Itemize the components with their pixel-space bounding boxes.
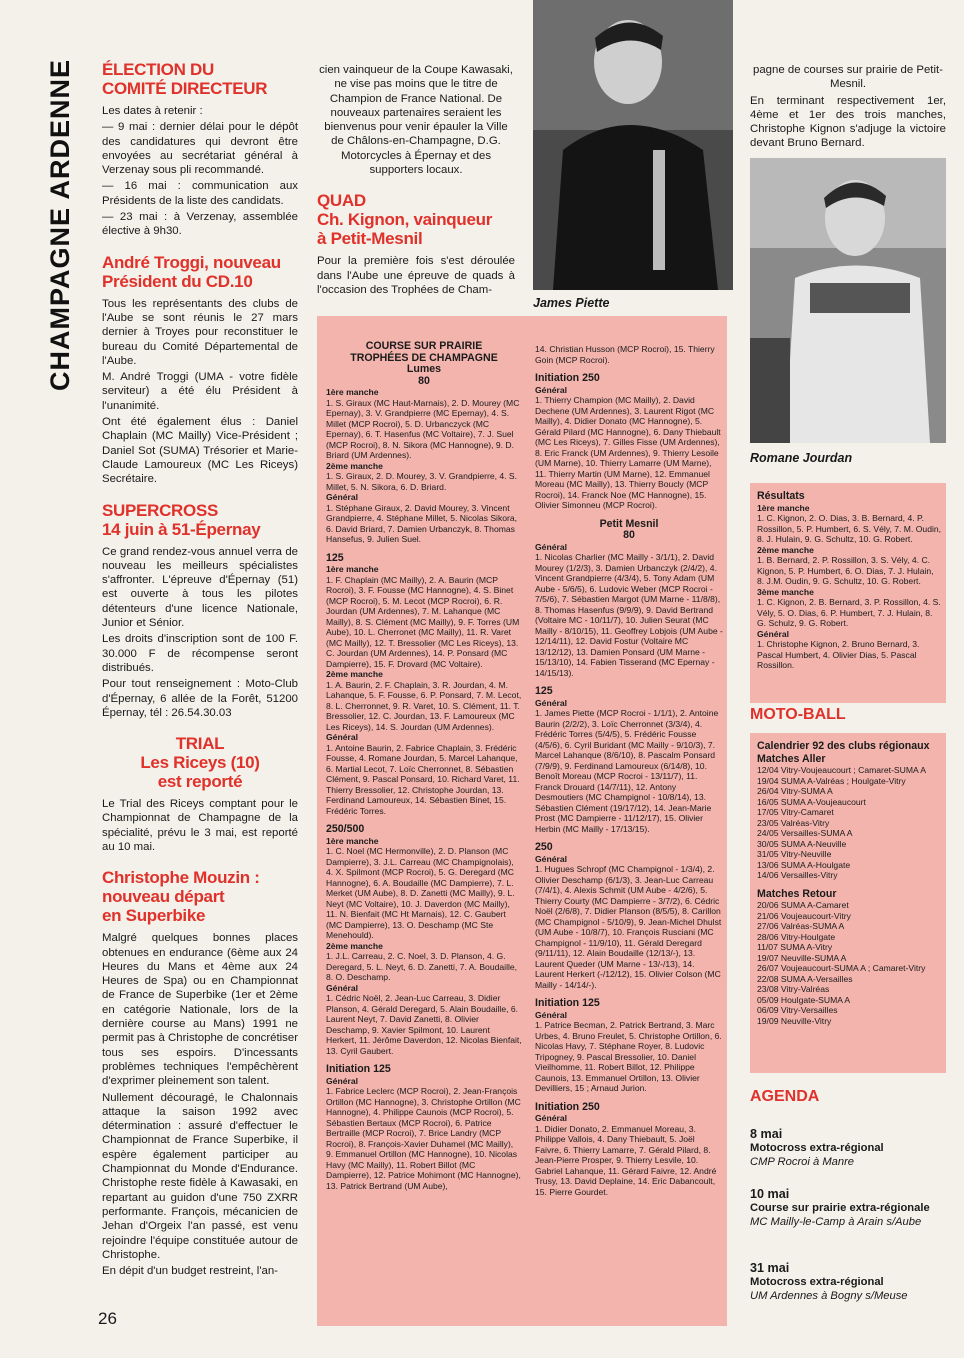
photo-james-piette <box>533 0 733 290</box>
match-item: 22/08 SUMA A-Versailles <box>757 973 853 984</box>
category-title: 125 <box>535 685 553 697</box>
agenda-date: 31 mai <box>750 1261 790 1275</box>
paragraph: Les droits d'inscription sont de 100 F. 30.000 F de récompense seront distribués. <box>102 633 298 674</box>
results-title: Résultats <box>757 490 805 502</box>
calendar-title: Calendrier 92 des clubs régionaux <box>757 740 930 752</box>
subheading: 2ème manche <box>326 460 383 471</box>
paragraph: En terminant respectivement 1er, 4ème et 1er des trois manches, Christophe Kignon s'adjuge la victoire devant Bruno Bernard. <box>750 94 946 150</box>
category-title: 125 <box>326 551 344 564</box>
results-column-left <box>326 341 522 1191</box>
results-text: 1. C. Noel (MC Hermonville), 2. D. Planson (MC Dampierre), 3. J.L. Carreau (MC Champignolais), 4. X. Spilmont (MCP Rocroi), 5. G. Deregard (MC Hannogne), 6. A. Boudaille (MC Dampierre), 7. L. Merket (UM Aube), 8. D. Zanetti (MC Mailly), 9. L. Neyt (MC Voltaire), 10. J. Daverdon (MC Mailly), 11. N. Bienfait (MC Ht Marnais), 12. C. Gaubert (MC Dampierre), 13. O. Deschamp (MC Ste Menehould). <box>326 846 515 940</box>
matches-aller-list <box>757 765 943 881</box>
subheading: Général <box>535 697 568 708</box>
match-item: 06/09 Vitry-Versailles <box>757 1005 838 1015</box>
moto-ball-calendar <box>757 741 943 1026</box>
results-text: 1. Patrice Becman, 2. Patrick Bertrand, 3. Marc Urbes, 4. Bruno Freulet, 5. Christophe Ortillon, 6. Nicolas Havy, 7. Stéphane Royer, 8. Ludovic Tripogney, 9. Pascal Bressolier, 10. Daniel Vieilhomme, 11. Robert Billot, 12. Philippe Caunois, 13. Emmanuel Ortillon, 13. Olivier Devilliers, 15 ; Arnaud Jurion. <box>535 1020 722 1093</box>
matches-aller-title: Matches Aller <box>757 752 826 765</box>
category-title: Initiation 250 <box>535 1100 600 1113</box>
agenda-title: Course sur prairie extra-régionale <box>750 1201 930 1214</box>
paragraph: — 23 mai : à Verzenay, assemblée élective à 9h30. <box>102 211 298 238</box>
agenda-item <box>750 1262 946 1303</box>
results-text: 1. S. Giraux (MC Haut-Marnais), 2. D. Mourey (MC Epernay), 3. V. Grandpierre (MC Epernay), 4. S. Millet (MCP Rocroi), 5. D. Urbanczyck (MC Epernay), 6. T. Hasenfus (MC Voltaire), 7. J. Suel (MCP Rocroi), 8. N. Sikora (MC Hannogne), 9. D. Briard (UM Ardennes). <box>326 397 520 460</box>
paragraph: — 9 mai : dernier délai pour le dépôt des candidatures qui devront être envoyées au secrétariat général à Verzenay sous pli recommandé. <box>102 121 298 177</box>
match-item: 11/07 SUMA A-Vitry <box>757 942 833 952</box>
paragraph: Pour la première fois s'est déroulée dans l'Aube une épreuve de quads à l'occasion des Trophées de Cham- <box>317 255 515 296</box>
match-item: 13/06 SUMA A-Houlgate <box>757 859 851 870</box>
results-text: 1. James Piette (MCP Rocroi - 1/1/1), 2. Antoine Baurin (2/2/2), 3. Loïc Cherronnet (3/3/4), 4. Frédéric Torres (5/4/5), 5. Frédéric Fousse (4/5/6), 6. Cyril Buridant (MC Mailly - 9/10/3), 7. Marcel Lahanque (8/6/10), 8. Pascalm Ponsard (7/9/9), 9. Ferdinand Lamoureux (6/14/8), 10. Benoît Moreau (MCP Rocroi - 13/11/7), 11. Franck Drouard (14/7/11), 12. Antony Desmoutiers (MC Champignol - 10/8/14), 13. Sébastien Clément (19/17/12), 14. Jean-Marie Prost (MC Dampierre - 11/12/17), 15. Olivier Herbin (MC Mailly - 17/13/15). <box>535 708 719 834</box>
section-title: CHAMPAGNE ARDENNE <box>45 59 75 392</box>
category-title: 250/500 <box>326 823 365 835</box>
matches-retour-title: Matches Retour <box>757 887 837 900</box>
results-text: 1. Fabrice Leclerc (MCP Rocroi), 2. Jean-François Ortillon (MC Hannogne), 3. Christophe Ortillon (MC Hannogne), 4. Philippe Caunois (MCP Rocroi), 5. Sébastien Bertaux (MCP Rocroi), 6. Patrice Bertraille (MCP Rocroi), 7. Brice Landry (MCP Rocroi), 8. François-Xavier Duhamel (MC Mailly), 9. Emmanuel Ortillon (MC Hannogne), 10. Nicolas Havy (MC Mailly), 11. Robert Billot (MC Dampierre), 12. Patrice Mohimont (MC Hannogne), 13. Patrick Bertrand (UM Aube), <box>326 1086 521 1191</box>
article-mouzin <box>102 868 298 1278</box>
subheading: 2ème manche <box>757 544 814 555</box>
headline: SUPERCROSS 14 juin à 51-Épernay <box>102 500 261 539</box>
subheading: Général <box>757 628 790 639</box>
results-text: 1. Hugues Schropf (MC Champignol - 1/3/4), 2. Olivier Deschamp (6/1/3), 3. Jean-Luc Carreau (7/4/1), 4. Alexis Schmit (UM Aube - 4/2/6), 5. Thierry Courty (MC Dampierre - 3/7/2), 6. Cédric Noël (2/6/8), 7. Didier Planson (8/5/5), 8. Carillon (MC Champignol - 5/10/9), 9. Jean-Michel Dhulst (UM Aube - 10/8/7), 10. François Rusciani (MC Champignol - 11/9/10), 11. Gérald Deregard (9/11/11), 12. Alain Boudaille (12/13/-), 13. Laurent Queder (UM Marne - 13/-/13), 14. Laurent Herkert (-/12/12), 15. Olivier Colson (MC Mailly - 14/14/-). <box>535 864 722 990</box>
results-text: 1. Didier Donato, 2. Emmanuel Moreau, 3. Philippe Vallois, 4. Dany Thiebault, 5. Joël Faivre, 6. Thierry Lamarre, 7. Gérald Pilard, 8. Jean-Pierre Prosper, 9. Thierry Lesvile, 10. Gabriel Lahanque, 11. Gérard Faivre, 12. André Trusy, 13. David Deplaine, 14. Eric Dabancoult, 15. Pierre Gourdet. <box>535 1123 717 1197</box>
results-text: 1. Cédric Noël, 2. Jean-Luc Carreau, 3. Didier Planson, 4. Gérald Deregard, 5. Alain Boudaille, 6. Laurent Neyt, 7. David Zanetti, 8. Olivier Deschamp, 9. Xavier Spilmont, 10. Laurent Herkert, 11. Jérôme Daverdon, 12. Nicolas Bienfait, 13. Cyril Gaubert. <box>326 993 522 1056</box>
paragraph: M. André Troggi (UMA - votre fidèle serviteur) a été élu Président à l'unanimité. <box>102 371 298 412</box>
photo-caption: Romane Jourdan <box>750 451 853 465</box>
agenda-title: Motocross extra-régional <box>750 1275 884 1288</box>
subheading: Général <box>326 1075 359 1086</box>
category-title: Initiation 250 <box>535 372 600 384</box>
subheading: Général <box>535 853 568 864</box>
paragraph: Tous les représentants des clubs de l'Aube se sont réunis le 27 mars dernier à Troyes pour reconstituer le bureau du Comité Départemental de l'Aube. <box>102 297 298 367</box>
category-title: 250 <box>535 841 553 853</box>
subheading: 2ème manche <box>326 669 383 679</box>
article-supercross <box>102 501 298 721</box>
match-item: 16/05 SUMA A-Voujeaucourt <box>757 796 866 807</box>
category-title: Petit Mesnil 80 <box>599 517 659 541</box>
results-title: COURSE SUR PRAIRIE TROPHÉES DE CHAMPAGNE Lumes 80 <box>350 340 498 387</box>
agenda-place: CMP Rocroi à Manre <box>750 1155 855 1168</box>
results-text: 14. Christian Husson (MCP Rocroi), 15. Thierry Goin (MCP Rocroi). <box>535 344 715 365</box>
paragraph: Pour tout renseignement : Moto-Club d'Épernay, 6 allée de la Forêt, 51200 Épernay, tél : 26.54.30.03 <box>102 678 298 719</box>
results-text: 1. Antoine Baurin, 2. Fabrice Chaplain, 3. Frédéric Fousse, 4. Romane Jourdan, 5. Marcel Lahanque, 6. Martial Lecot, 7. Loïc Cherronnet, 8. Sébastien Clément, 9. Pascal Ponsard, 10. Richard Varet, 11. Thierry Bressolier, 12. Christophe Jourdan, 13. Ferdinand Lamoureux, 14. Sébastien Binet, 15. Frédéric Torres. <box>326 742 520 816</box>
match-item: 30/05 SUMA A-Neuville <box>757 838 847 849</box>
article-election <box>102 60 298 239</box>
match-item: 12/04 Vitry-Voujeaucourt ; Camaret-SUMA A <box>757 765 926 775</box>
results-text: 1. Stéphane Giraux, 2. David Mourey, 3. Vincent Grandpierre, 4. Stéphane Millet, 5. Nicolas Sikora, 6. David Briard, 7. Damien Urbanczyk, 8. Thomas Hansefus, 9. Julien Suel. <box>326 502 518 544</box>
results-text: 1. Christophe Kignon, 2. Bruno Bernard, 3. Pascal Humbert, 4. Olivier Dias, 5. Pascal Rossillon. <box>757 639 920 670</box>
agenda-item <box>750 1128 946 1169</box>
subheading: Général <box>326 732 359 742</box>
paragraph: En dépit d'un budget restreint, l'an- <box>102 1265 278 1278</box>
subheading: Général <box>535 541 568 552</box>
match-item: 27/06 Valréas-SUMA A <box>757 921 845 931</box>
headline: Christophe Mouzin : nouveau départ en Superbike <box>102 868 260 926</box>
subheading: 3ème manche <box>757 586 814 597</box>
subheading: 1ère manche <box>757 502 810 513</box>
category-title: Initiation 125 <box>326 1063 391 1075</box>
subheading: Général <box>326 982 359 993</box>
results-column-right <box>535 344 723 1197</box>
subheading: Général <box>326 492 359 502</box>
match-item: 05/09 Houlgate-SUMA A <box>757 994 851 1005</box>
matches-retour-list <box>757 900 943 1026</box>
results-text: 1. B. Bernard, 2. P. Rossillon, 3. S. Vély, 4. C. Kignon, 5. P. Humbert, 6. O. Dias, 7. J. Hulain, 8. J.M. Oudin, 9. G. Schultz, 10. G. Robert. <box>757 555 934 586</box>
match-item: 23/05 Valréas-Vitry <box>757 817 830 828</box>
headline: André Troggi, nouveau Président du CD.10 <box>102 252 281 291</box>
match-item: 20/06 SUMA A-Camaret <box>757 900 849 910</box>
results-text: 1. F. Chaplain (MC Mailly), 2. A. Baurin (MCP Rocroi), 3. F. Fousse (MC Hannogne), 4. S. Binet (MCP Rocroi), 5. M. Lecot (MCP Rocroi), 6. R. Jourdan (UM Ardennes), 7. M. Lahanque (MC Mailly), 8. S. Clément (MC Mailly), 9. F. Torres (UM Aube), 10. L. Cherronet (MC Mailly), 11. R. Varet (MC Mailly), 12. T. Bressolier (MC Les Riceys), 13. C. Jourdan (UM Ardennes), 14. P. Ponsard (MC Dampierre), 15. F. Drovard (MC Voltaire). <box>326 574 520 669</box>
results-text: 1. A. Baurin, 2. F. Chaplain, 3. R. Jourdan, 4. M. Lahanque, 5. F. Fousse, 6. P. Ponsard, 7. M. Lecot, 8. L. Cherronnet, 9. R. Varet, 10. S. Clément, 11. T. Bressolier, 12. C. Jourdan, 13. F. Lamoureux (MC Les Riceys), 14. S. Jourdan (UM Ardennes). <box>326 679 522 732</box>
photo-romane-jourdan <box>750 158 946 443</box>
subheading: 1ère manche <box>326 387 379 397</box>
agenda-place: UM Ardennes à Bogny s/Meuse <box>750 1289 908 1302</box>
agenda-date: 8 mai <box>750 1127 783 1141</box>
page-number: 26 <box>98 1309 117 1328</box>
agenda-item <box>750 1188 946 1229</box>
rider-portrait-image <box>533 0 733 290</box>
paragraph: pagne de courses sur prairie de Petit-Mesnil. <box>753 64 943 91</box>
agenda-place: MC Mailly-le-Camp à Arain s/Aube <box>750 1215 922 1228</box>
section-sidebar <box>40 55 80 395</box>
match-item: 17/05 Vitry-Camaret <box>757 807 834 817</box>
match-item: 19/07 Neuville-SUMA A <box>757 952 847 963</box>
paragraph: Ont été également élus : Daniel Chaplain (MC Mailly) Vice-Président ; Daniel Sot (SUMA) Trésorier et Marie-Claude Lamoureux (MC Les Riceys) Secrétaire. <box>102 416 298 486</box>
agenda-heading: AGENDA <box>750 1088 820 1105</box>
headline: TRIAL Les Riceys (10) est reporté <box>140 734 260 792</box>
article-troggi <box>102 253 298 487</box>
subheading: 1ère manche <box>326 835 379 846</box>
match-item: 19/04 SUMA A-Valréas ; Houlgate-Vitry <box>757 775 906 786</box>
match-item: 19/09 Neuville-Vitry <box>757 1015 832 1026</box>
match-item: 23/08 Vitry-Valréas <box>757 984 830 994</box>
match-item: 14/06 Versailles-Vitry <box>757 870 838 880</box>
column-2 <box>317 63 515 299</box>
paragraph: Nullement découragé, le Chalonnais attaque la saison 1992 avec détermination : assuré d'effectuer le Championnat de France Superbike, il espère également participer au Championnat du Monde d'Endurance. Christophe reste fidèle à Kawasaki, en repartant au guidon d'une 750 ZXRR performante. François, mécanicien de Jehan d'Orgeix l'an passé, est venu rejoindre l'équipe constituée autour de Christophe. <box>102 1091 298 1261</box>
match-item: 21/06 Voujeaucourt-Vitry <box>757 910 851 921</box>
match-item: 26/04 Vitry-SUMA A <box>757 786 833 796</box>
subheading: Général <box>535 1009 568 1020</box>
paragraph: Ce grand rendez-vous annuel verra de nouveau les meilleurs spécialistes s'affronter. L'épreuve d'Épernay (51) est ouverte à tous les pilotes détenteurs d'une licence Nationale, Junior et Sénior. <box>102 545 298 630</box>
column-4 <box>750 63 946 153</box>
agenda-date: 10 mai <box>750 1187 790 1201</box>
quad-results <box>757 491 943 671</box>
results-text: 1. S. Giraux, 2. D. Mourey, 3. V. Grandpierre, 4. S. Millet, 5. N. Sikora, 6. D. Briard. <box>326 471 518 492</box>
subheading: 2ème manche <box>326 940 383 951</box>
match-item: 28/06 Vitry-Houlgate <box>757 931 836 942</box>
article-trial <box>102 734 298 854</box>
headline: ÉLECTION DU COMITÉ DIRECTEUR <box>102 60 268 98</box>
subheading: Général <box>535 384 568 395</box>
match-item: 31/05 Vitry-Neuville <box>757 849 832 859</box>
subheading: 1ère manche <box>326 564 379 574</box>
paragraph: — 16 mai : communication aux Présidents de la liste des candidats. <box>102 180 298 207</box>
results-text: 1. J.L. Carreau, 2. C. Noel, 3. D. Planson, 4. G. Deregard, 5. L. Neyt, 6. D. Zanetti, 7. A. Boudaille, 8. O. Deschamp. <box>326 951 518 982</box>
results-text: 1. Nicolas Charlier (MC Mailly - 3/1/1), 2. David Mourey (1/2/3), 3. Damien Urbanczyk (2/4/2), 4. Vincent Grandpierre (4/3/4), 5. Tony Adam (UM Aube - 5/6/5), 6. Ludovic Weber (MCP Rocroi - 7/5/6), 7. Sébastien Margot (UM Marne - 11/8/8), 8. Thomas Hasenfus (9/9/9), 9. David Bertrand (Voltaire MC - 10/11/7), 10. Julien Seurat (MC Mailly - 8/10/15), 11. Geoffrey Lobjois (UM Aube - 12/14/11), 12. David Fostur (Voltaire MC 13/12/12), 13. Damien Ponsard (UM Marne - 15/13/10), 14. Fabien Tisserand (MC Epernay - 14/15/13). <box>535 552 723 678</box>
paragraph: cien vainqueur de la Coupe Kawasaki, ne vise pas moins que le titre de Champion de France National. De nouveaux partenaires seraient les bienvenus pour venir épauler la Ville de Châlons-en-Champagne, D.G. Motorcycles à Épernay et des supporters locaux. <box>319 64 513 177</box>
column-1 <box>102 60 298 1292</box>
subheading: Général <box>535 1113 568 1123</box>
results-text: 1. C. Kignon, 2. B. Bernard, 3. P. Rossillon, 4. S. Vély, 5. O. Dias, 6. P. Humbert, 7. J. Hulain, 8. G. Schulz, 9. G. Robert. <box>757 597 941 628</box>
agenda-title: Motocross extra-régional <box>750 1141 884 1154</box>
paragraph: Les dates à retenir : <box>102 105 203 117</box>
rider-portrait-image <box>750 158 946 443</box>
match-item: 24/05 Versailles-SUMA A <box>757 828 853 838</box>
category-title: Initiation 125 <box>535 997 600 1009</box>
results-text: 1. C. Kignon, 2. O. Dias, 3. B. Bernard, 4. P. Rossillon, 5. P. Humbert, 6. S. Vély, 7. M. Oudin, 8. J. Hulain, 9. G. Schultz, 10. G. Robert. <box>757 513 942 544</box>
moto-ball-heading: MOTO-BALL <box>750 706 846 723</box>
headline: QUAD Ch. Kignon, vainqueur à Petit-Mesnil <box>317 191 493 249</box>
photo-caption: James Piette <box>533 296 610 310</box>
match-item: 26/07 Voujeaucourt-SUMA A ; Camaret-Vitry <box>757 963 926 973</box>
paragraph: Malgré quelques bonnes places obtenues en endurance (6ème aux 24 Heures du Mans et 4ème aux 24 Heures de Spa) ou en Championnat de France de Superbike (1er et 2ème en catégorie Nationale, lors de la dernière course au Mans) 1991 ne permit pas à Christophe de concrétiser tous ses espoirs. D'incessants problèmes techniques l'empêchèrent d'exprimer pleinement son talent. <box>102 932 298 1088</box>
results-text: 1. Thierry Champion (MC Mailly), 2. David Dechene (UM Ardennes), 3. Laurent Rigot (MC Mailly), 4. Didier Donato (MC Hannogne), 5. Gérald Pilard (MC Hannogne), 6. Dany Thiebault (MC Les Riceys), 7. Gilles Fisse (UM Ardennes), 8. Eric Franck (UM Ardennes), 9. Thierry Lesoile (UM Marne), 10. Thierry Lamarre (UM Marne), 11. Thierry Martin (UM Marne), 12. Emmanuel Moreau (MC Mailly), 13. Thierry Boucly (MCP Rocroi), 14. Franck Noe (MC Hannogne), 15. Olivier Simonneu (MCP Rocroi). <box>535 395 721 510</box>
paragraph: Le Trial des Riceys comptant pour le Championnat de Champagne de la spécialité, prévu le 3 mai, est reporté au 10 mai. <box>102 798 298 853</box>
